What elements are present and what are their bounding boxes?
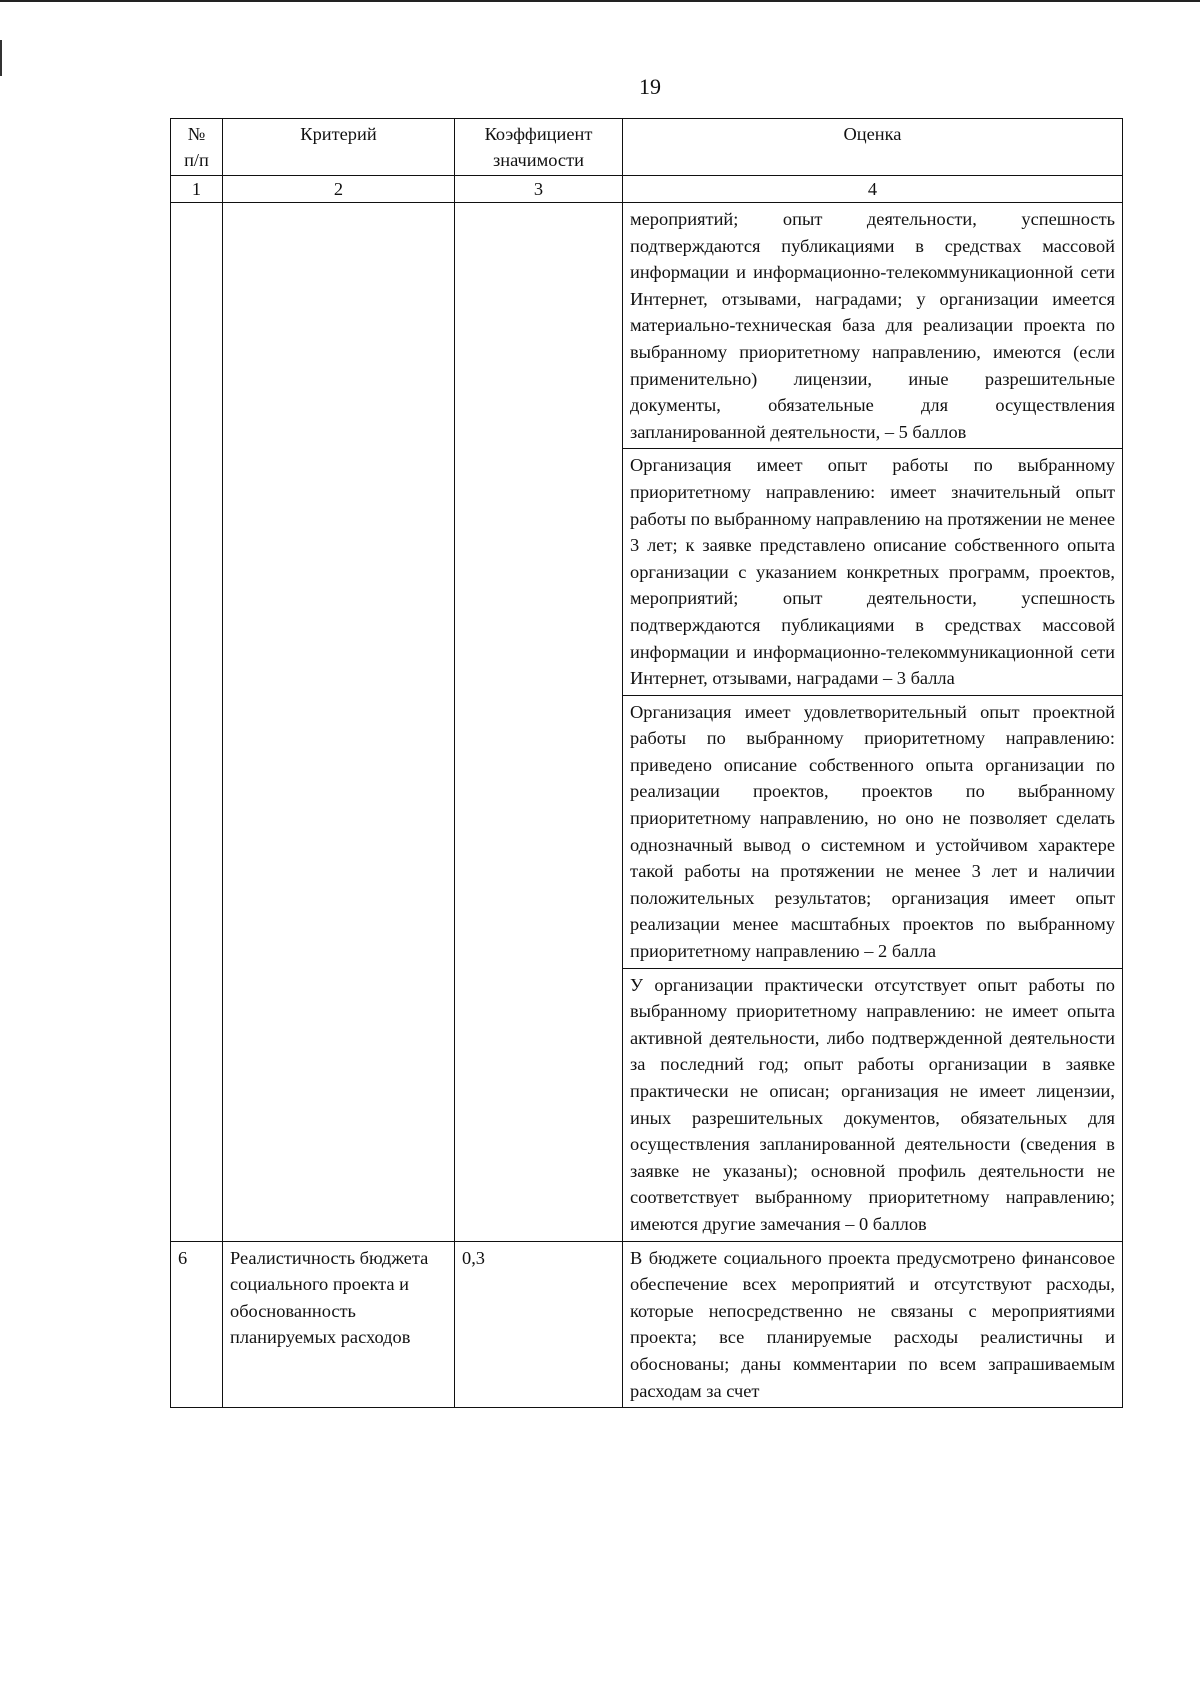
criteria-table (170, 118, 1123, 1408)
header-criterion: Критерий (223, 119, 455, 176)
column-number: 3 (455, 176, 623, 203)
grade-0-points: У организации практически отсутствует опыт работы по выбранному приоритетному направлению: не имеет опыта активной деятельности, либо подтвержденной деятельности за последний год; опыт работы организации в заявке практически не описан; организация не имеет лицензии, иных разрешительных документов, обязательных для осуществления запланированной деятельности (сведения в заявке не указаны); основной профиль деятельности не соответствует выбранному приоритетному направлению; имеются другие замечания – 0 баллов (623, 968, 1123, 1241)
header-num: № п/п (171, 119, 223, 176)
row-6-num: 6 (171, 1241, 223, 1408)
scan-left-mark (0, 40, 2, 76)
table-row-6 (171, 1241, 1123, 1408)
continued-num-cell (171, 203, 223, 1242)
row-6-criterion: Реалистичность бюджета социального проекта и обоснованность планируемых расходов (223, 1241, 455, 1408)
header-coefficient: Коэффициент значимости (455, 119, 623, 176)
continued-coefficient-cell (455, 203, 623, 1242)
page-number: 19 (639, 74, 661, 99)
continued-criterion-cell (223, 203, 455, 1242)
row-6-coefficient: 0,3 (455, 1241, 623, 1408)
column-number: 1 (171, 176, 223, 203)
table-row (171, 203, 1123, 449)
column-number: 2 (223, 176, 455, 203)
grade-5-points: мероприятий; опыт деятельности, успешность подтверждаются публикациями в средствах массовой информации и информационно-телекоммуникационной сети Интернет, отзывами, наградами; у организации имеется материально-техническая база для реализации проекта по выбранному приоритетному направлению, имеются (если применительно) лицензии, иные разрешительные документы, обязательные для осуществления запланированной деятельности, – 5 баллов (623, 203, 1123, 449)
column-number-row (171, 176, 1123, 203)
grade-3-points: Организация имеет опыт работы по выбранному приоритетному направлению: имеет значительный опыт работы по выбранному направлению на протяжении не менее 3 лет; к заявке представлено описание собственного опыта организации с указанием конкретных программ, проектов, мероприятий; опыт деятельности, успешность подтверждаются публикациями в средствах массовой информации и информационно-телекоммуникационной сети Интернет, отзывами, наградами – 3 балла (623, 449, 1123, 695)
grade-2-points: Организация имеет удовлетворительный опыт проектной работы по выбранному приоритетному направлению: приведено описание собственного опыта организации по реализации проектов, проектов по выбранному приоритетному направлению, но оно не позволяет сделать однозначный вывод о системном и устойчивом характере такой работы на протяжении не менее 3 лет и наличии положительных результатов; организация имеет опыт реализации менее масштабных проектов по выбранному приоритетному направлению – 2 балла (623, 695, 1123, 968)
header-row (171, 119, 1123, 176)
header-assessment: Оценка (623, 119, 1123, 176)
scan-top-border (0, 0, 1200, 2)
row-6-grade: В бюджете социального проекта предусмотрено финансовое обеспечение всех мероприятий и отсутствуют расходы, которые непосредственно не связаны с мероприятиями проекта; все планируемые расходы реалистичны и обоснованы; даны комментарии по всем запрашиваемым расходам за счет (623, 1241, 1123, 1408)
column-number: 4 (623, 176, 1123, 203)
